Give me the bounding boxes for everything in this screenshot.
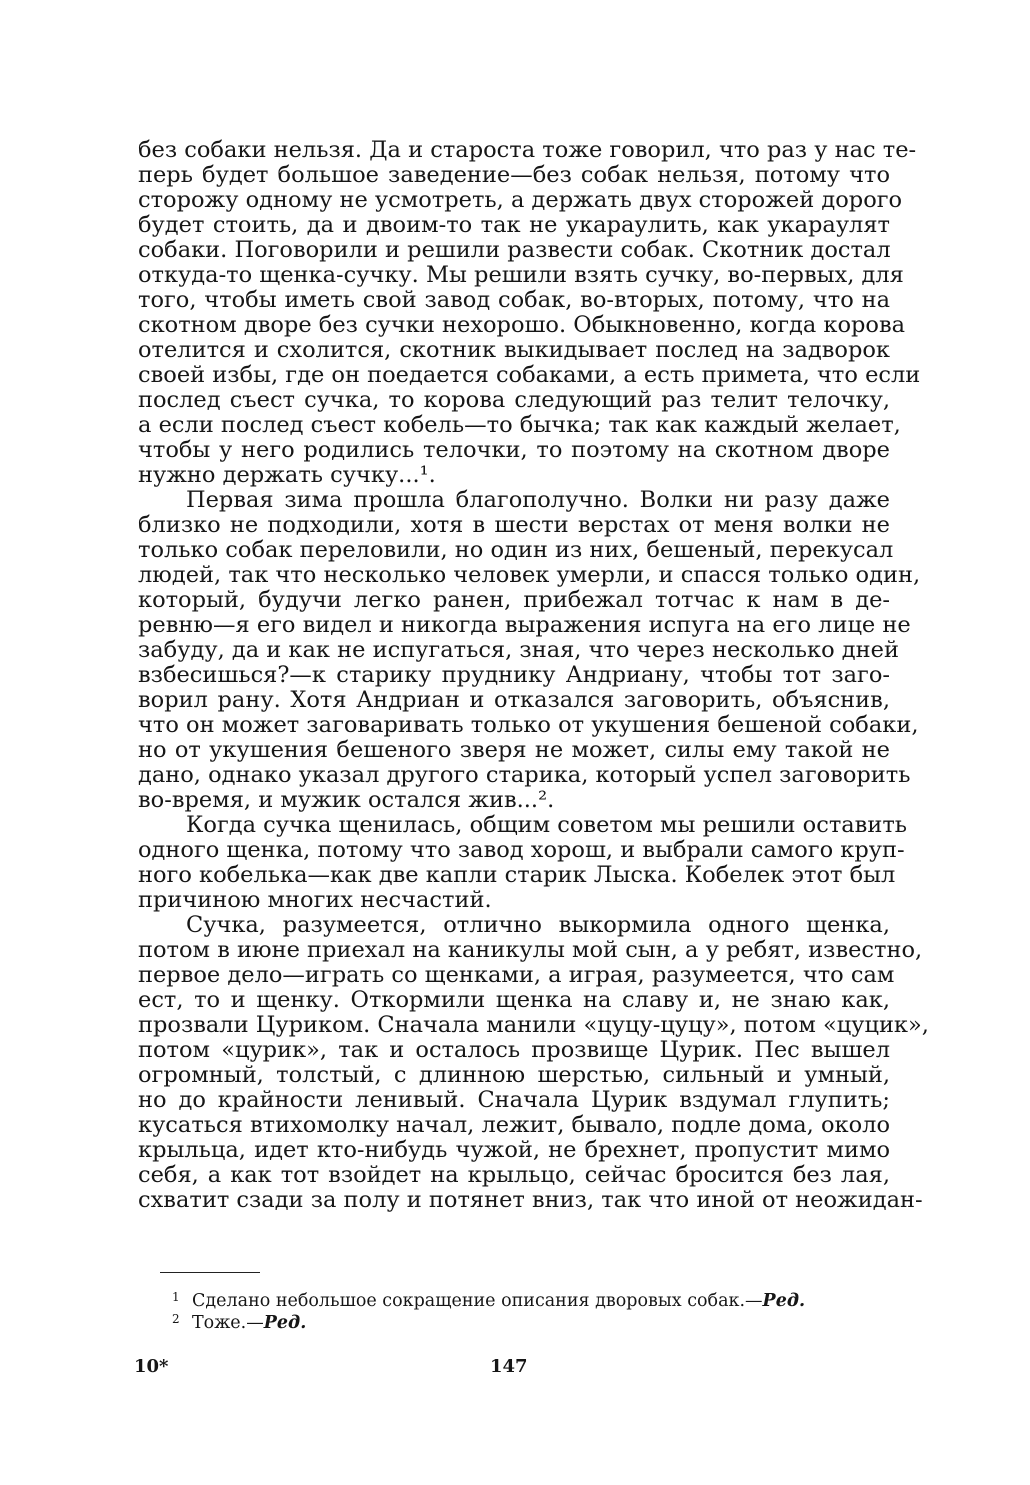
text-line: потом «цурик», так и осталось прозвище Цурик. Пес вышел (138, 1037, 890, 1063)
footnote-text: Сделано небольшое сокращение описания дворовых собак.— (192, 1291, 763, 1311)
footnote-number: 1 (172, 1290, 180, 1304)
text-line: ного кобелька—как две капли старик Лыска. Кобелек этот был (138, 862, 896, 888)
text-line: схватит сзади за полу и потянет вниз, так что иной от неожидан- (138, 1187, 923, 1213)
text-line: причиною многих несчастий. (138, 887, 492, 913)
text-line: забуду, да и как не испугаться, зная, что через несколько дней (138, 637, 899, 663)
footnote-editor-mark: Ред. (263, 1313, 307, 1333)
text-line: ворил рану. Хотя Андриан и отказался заговорить, объяснив, (138, 687, 890, 713)
body-text (138, 137, 929, 1213)
footnote-2 (172, 1312, 805, 1334)
page-number: 147 (490, 1356, 528, 1377)
text-line: Первая зима прошла благополучно. Волки ни разу даже (186, 487, 890, 513)
text-line: того, чтобы иметь свой завод собак, во-вторых, потому, что на (138, 287, 890, 313)
text-line: одного щенка, потому что завод хорош, и выбрали самого круп- (138, 837, 905, 863)
text-line: во-время, и мужик остался жив...². (138, 787, 555, 813)
text-line: огромный, толстый, с длинною шерстью, сильный и умный, (138, 1062, 890, 1088)
text-line: Когда сучка щенилась, общим советом мы решили оставить (186, 812, 908, 838)
footnote-text: Тоже.— (192, 1313, 264, 1333)
footnote-editor-mark: Ред. (762, 1291, 806, 1311)
text-line: без собаки нельзя. Да и староста тоже говорил, что раз у нас те- (138, 137, 917, 163)
text-line: что он может заговаривать только от укушения бешеной собаки, (138, 712, 919, 738)
text-line: нужно держать сучку...¹. (138, 462, 436, 488)
text-line: послед съест сучка, то корова следующий раз телит телочку, (138, 387, 890, 413)
text-line: близко не подходили, хотя в шести верстах от меня волки не (138, 512, 890, 538)
printer-signature: 10* (134, 1356, 169, 1377)
text-line: но до крайности ленивый. Сначала Цурик вздумал глупить; (138, 1087, 890, 1113)
footnote-number: 2 (172, 1312, 180, 1326)
text-line: ест, то и щенку. Откормили щенка на славу и, не знаю как, (138, 987, 890, 1013)
text-line: Сучка, разумеется, отлично выкормила одного щенка, (186, 912, 890, 938)
footnote-1 (172, 1290, 805, 1312)
text-line: но от укушения бешеного зверя не может, силы ему такой не (138, 737, 890, 763)
text-line: отелится и схолится, скотник выкидывает послед на задворок (138, 337, 890, 363)
text-line: будет стоить, да и двоим-то так не укараулить, как укараулят (138, 212, 890, 238)
footnote-divider (160, 1272, 260, 1273)
text-line: только собак переловили, но один из них, бешеный, перекусал (138, 537, 894, 563)
footnotes (172, 1290, 805, 1334)
text-line: а если послед съест кобель—то бычка; так как каждый желает, (138, 412, 901, 438)
text-line: ревню—я его видел и никогда выражения испуга на его лице не (138, 612, 911, 638)
text-line: собаки. Поговорили и решили развести собак. Скотник достал (138, 237, 891, 263)
text-line: первое дело—играть со щенками, а играя, разумеется, что сам (138, 962, 895, 988)
text-line: скотном дворе без сучки нехорошо. Обыкновенно, когда корова (138, 312, 906, 338)
text-line: потом в июне приехал на каникулы мой сын, а у ребят, известно, (138, 937, 923, 963)
text-line: чтобы у него родились телочки, то поэтому на скотном дворе (138, 437, 890, 463)
text-line: перь будет большое заведение—без собак нельзя, потому что (138, 162, 890, 188)
text-line: крыльца, идет кто-нибудь чужой, не брехнет, пропустит мимо (138, 1137, 890, 1163)
text-line: кусаться втихомолку начал, лежит, бывало, подле дома, около (138, 1112, 890, 1138)
text-line: себя, а как тот взойдет на крыльцо, сейчас бросится без лая, (138, 1162, 890, 1188)
text-line: дано, однако указал другого старика, который успел заговорить (138, 762, 911, 788)
text-line: людей, так что несколько человек умерли, и спасся только один, (138, 562, 921, 588)
text-line: своей избы, где он поедается собаками, а есть примета, что если (138, 362, 921, 388)
text-line: взбесишься?—к старику пруднику Андриану, чтобы тот заго- (138, 662, 890, 688)
text-line: который, будучи легко ранен, прибежал тотчас к нам в де- (138, 587, 890, 613)
text-line: прозвали Цуриком. Сначала манили «цуцу-цуцу», потом «цуцик», (138, 1012, 929, 1038)
text-line: сторожу одному не усмотреть, а держать двух сторожей дорого (138, 187, 903, 213)
text-line: откуда-то щенка-сучку. Мы решили взять сучку, во-первых, для (138, 262, 904, 288)
